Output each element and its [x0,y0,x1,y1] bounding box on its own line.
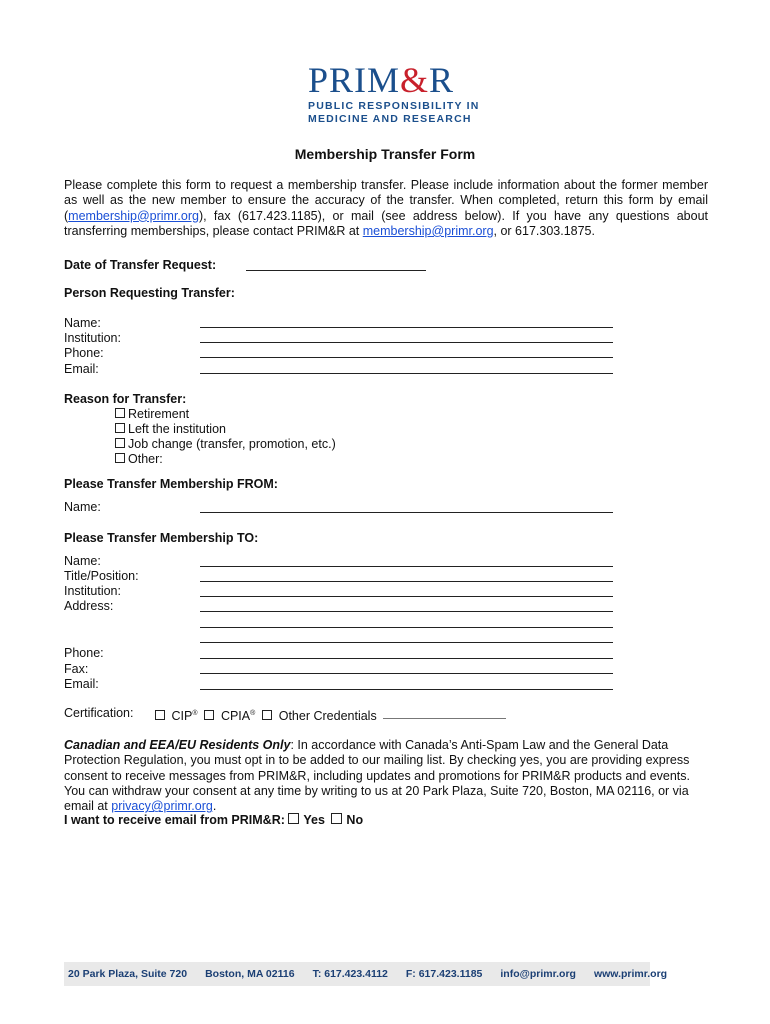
consent-yes-checkbox[interactable] [288,813,299,824]
reason-option-other[interactable]: Other: [115,452,163,467]
certification-label: Certification: [64,706,134,720]
to-phone-label: Phone: [64,646,104,660]
logo-wordmark: PRIM&R [308,60,455,100]
from-heading: Please Transfer Membership FROM: [64,477,278,491]
date-label: Date of Transfer Request: [64,258,217,272]
other-credentials-field[interactable] [383,718,506,719]
reason-option-retirement[interactable]: Retirement [115,407,189,422]
requester-institution-field[interactable] [200,342,613,343]
email-link-1[interactable]: membership@primr.org [68,208,199,223]
privacy-email-link[interactable]: privacy@primr.org [111,799,213,814]
checkbox[interactable] [262,710,272,720]
checkbox[interactable] [204,710,214,720]
to-address-field-1[interactable] [200,611,613,612]
to-address-label: Address: [64,599,114,613]
to-phone-field[interactable] [200,658,613,659]
to-fax-field[interactable] [200,673,613,674]
to-title-label: Title/Position: [64,569,139,583]
footer-bar [64,962,668,986]
from-name-label: Name: [64,500,101,514]
to-name-field[interactable] [200,566,613,567]
logo-tagline-2: MEDICINE AND RESEARCH [308,113,472,125]
requester-email-field[interactable] [200,373,613,374]
requester-phone-label: Phone: [64,346,104,360]
requester-heading: Person Requesting Transfer: [64,286,235,300]
requester-email-label: Email: [64,362,99,376]
certification-options [155,706,377,724]
to-email-field[interactable] [200,689,613,690]
to-title-field[interactable] [200,581,613,582]
intro-paragraph: Please complete this form to request a membership transfer. Please include information about the former member as well as the new member to ensure the accuracy of the transfer. When completed, return this form by email (membership@primr.org), fax (617.423.1185), or mail (see address below). If you have any questions about transferring memberships, please contact PRIM&R at membership@primr.org, or 617.303.1875. [64,178,708,238]
reason-option-job[interactable]: Job change (transfer, promotion, etc.) [115,437,336,452]
reason-option-left[interactable]: Left the institution [115,422,226,437]
email-link-2[interactable]: membership@primr.org [362,223,494,238]
to-email-label: Email: [64,677,99,691]
footer-city: Boston, MA 02116 [205,968,295,980]
to-fax-label: Fax: [64,662,89,676]
to-address-field-3[interactable] [200,642,613,643]
page-title: Membership Transfer Form [294,146,476,162]
consent-question: I want to receive email from PRIM&R: Yes No [64,813,364,827]
footer-address: 20 Park Plaza, Suite 720 [68,968,188,980]
footer-fax: F: 617.423.1185 [405,968,483,980]
checkbox[interactable] [115,453,125,463]
consent-no-checkbox[interactable] [331,813,342,824]
date-field[interactable] [246,270,426,271]
to-institution-label: Institution: [64,584,121,598]
requester-name-field[interactable] [200,327,613,328]
requester-name-label: Name: [64,316,101,330]
footer-phone: T: 617.423.4112 [312,968,388,980]
footer-website[interactable]: www.primr.org [593,968,668,980]
requester-institution-label: Institution: [64,331,121,345]
to-heading: Please Transfer Membership TO: [64,531,259,545]
checkbox[interactable] [115,423,125,433]
reason-heading: Reason for Transfer: [64,392,187,406]
checkbox[interactable] [115,438,125,448]
requester-phone-field[interactable] [200,357,613,358]
checkbox[interactable] [155,710,165,720]
cip-option[interactable]: CIP® [155,709,198,723]
consent-paragraph: Canadian and EEA/EU Residents Only: In accordance with Canada’s Anti-Spam Law and the General Data Protection Regulation, you must opt in to be added to our mailing list. By checking yes, you are providing express consent to receive messages from PRIM&R, including updates and promotions for PRIM&R products and events. You can withdraw your consent at any time by writing to us at 20 Park Plaza, Suite 720, Boston, MA 02116, or via email at privacy@primr.org. [64,738,690,814]
to-address-field-2[interactable] [200,627,613,628]
from-name-field[interactable] [200,512,613,513]
to-institution-field[interactable] [200,596,613,597]
logo-tagline-1: PUBLIC RESPONSIBILITY IN [308,100,480,112]
cpia-option[interactable]: CPIA® [204,709,255,723]
logo [308,62,480,126]
checkbox[interactable] [115,408,125,418]
other-credentials-option[interactable]: Other Credentials [262,709,376,723]
footer-email[interactable]: info@primr.org [500,968,576,980]
to-name-label: Name: [64,554,101,568]
